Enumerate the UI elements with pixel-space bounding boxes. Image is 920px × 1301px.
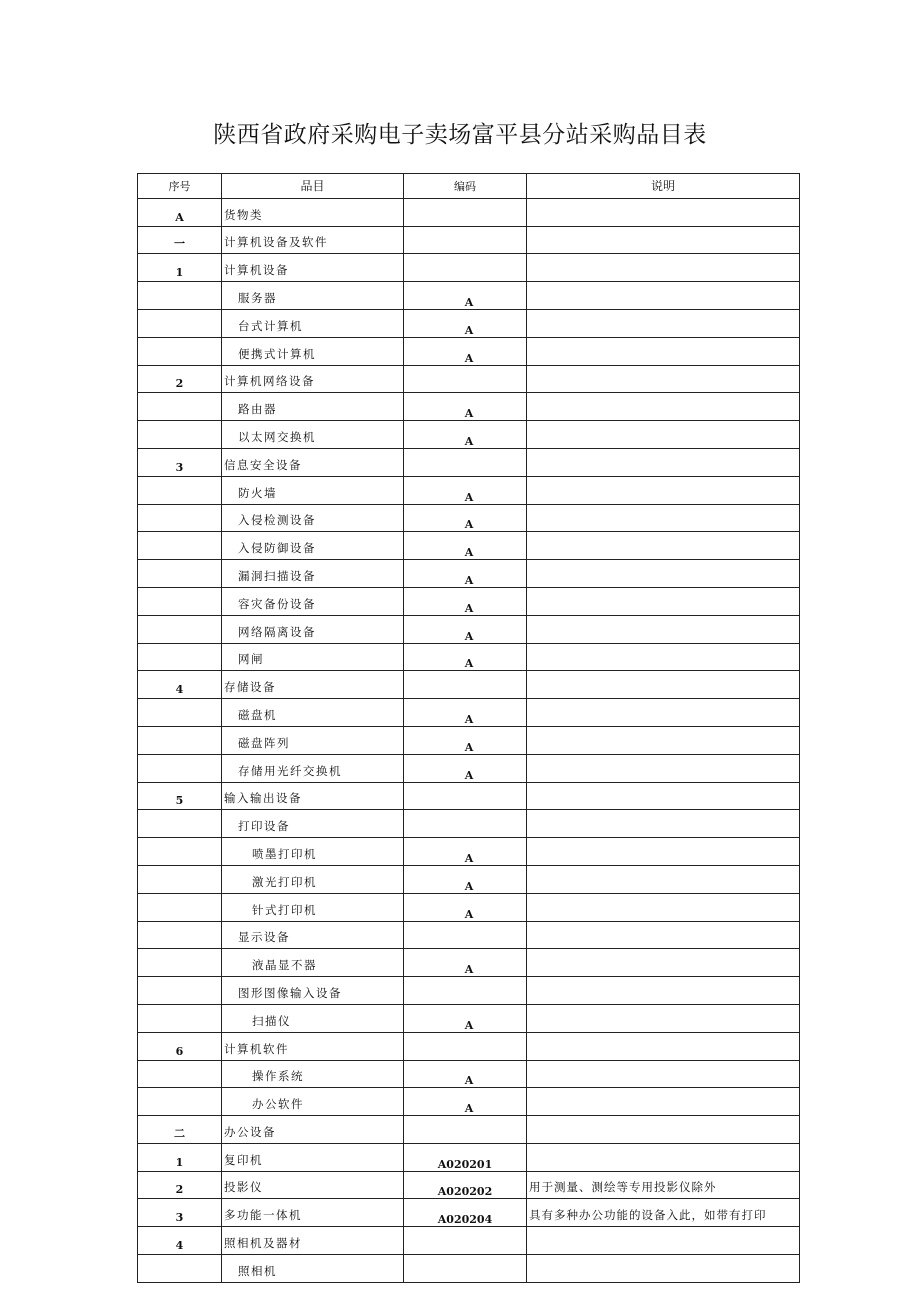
item-name-cell: 防火墙 [222, 476, 404, 504]
description-cell [527, 643, 800, 671]
serial-number-cell: 6 [138, 1032, 222, 1060]
serial-number-cell: 2 [138, 1171, 222, 1199]
description-cell [527, 921, 800, 949]
description-cell [527, 421, 800, 449]
serial-number-cell: A [138, 198, 222, 226]
item-name-cell: 液晶显不器 [222, 949, 404, 977]
description-cell [527, 309, 800, 337]
code-cell [404, 782, 527, 810]
code-cell [404, 226, 527, 254]
description-cell [527, 1004, 800, 1032]
description-cell [527, 587, 800, 615]
serial-number-cell: 一 [138, 226, 222, 254]
code-cell [404, 921, 527, 949]
serial-number-cell: 2 [138, 365, 222, 393]
description-cell [527, 977, 800, 1005]
table-row [138, 421, 800, 449]
serial-number-cell [138, 587, 222, 615]
serial-number-cell [138, 838, 222, 866]
description-cell [527, 699, 800, 727]
description-cell [527, 865, 800, 893]
item-name-cell: 入侵检测设备 [222, 504, 404, 532]
table-row [138, 587, 800, 615]
code-cell [404, 810, 527, 838]
table-row [138, 699, 800, 727]
serial-number-cell [138, 1004, 222, 1032]
item-name-cell: 照相机及器材 [222, 1227, 404, 1255]
description-cell [527, 671, 800, 699]
description-cell [527, 226, 800, 254]
item-name-cell: 办公设备 [222, 1116, 404, 1144]
item-name-cell: 扫描仪 [222, 1004, 404, 1032]
code-cell: A [404, 1060, 527, 1088]
serial-number-cell: 1 [138, 1143, 222, 1171]
code-cell: A [404, 699, 527, 727]
item-name-cell: 打印设备 [222, 810, 404, 838]
table-row [138, 838, 800, 866]
code-cell: A [404, 726, 527, 754]
description-cell [527, 393, 800, 421]
description-cell [527, 254, 800, 282]
code-cell: A [404, 865, 527, 893]
table-row [138, 226, 800, 254]
item-name-cell: 计算机设备及软件 [222, 226, 404, 254]
description-cell [527, 615, 800, 643]
header-code: 编码 [404, 174, 527, 199]
code-cell: A [404, 393, 527, 421]
code-cell: A [404, 560, 527, 588]
table-row [138, 476, 800, 504]
description-cell [527, 893, 800, 921]
item-name-cell: 计算机网络设备 [222, 365, 404, 393]
serial-number-cell [138, 921, 222, 949]
serial-number-cell [138, 893, 222, 921]
description-cell [527, 448, 800, 476]
item-name-cell: 多功能一体机 [222, 1199, 404, 1227]
table-row [138, 643, 800, 671]
page-title: 陕西省政府采购电子卖场富平县分站采购品目表 [213, 122, 707, 148]
table-row [138, 1255, 800, 1283]
item-name-cell: 入侵防御设备 [222, 532, 404, 560]
serial-number-cell: 4 [138, 1227, 222, 1255]
item-name-cell: 激光打印机 [222, 865, 404, 893]
item-name-cell: 漏洞扫描设备 [222, 560, 404, 588]
item-name-cell: 办公软件 [222, 1088, 404, 1116]
serial-number-cell: 二 [138, 1116, 222, 1144]
item-name-cell: 网闸 [222, 643, 404, 671]
description-cell [527, 560, 800, 588]
serial-number-cell [138, 810, 222, 838]
table-row [138, 671, 800, 699]
code-cell [404, 254, 527, 282]
table-row [138, 309, 800, 337]
item-name-cell: 存储设备 [222, 671, 404, 699]
table-row [138, 1088, 800, 1116]
item-name-cell: 输入输出设备 [222, 782, 404, 810]
description-cell [527, 810, 800, 838]
description-cell: 用于测量、测绘等专用投影仪除外 [527, 1171, 800, 1199]
table-row [138, 337, 800, 365]
code-cell: A [404, 421, 527, 449]
code-cell: A [404, 893, 527, 921]
table-row [138, 810, 800, 838]
description-cell [527, 1116, 800, 1144]
table-row [138, 560, 800, 588]
item-name-cell: 路由器 [222, 393, 404, 421]
serial-number-cell [138, 1255, 222, 1283]
code-cell: A [404, 476, 527, 504]
serial-number-cell [138, 393, 222, 421]
description-cell [527, 365, 800, 393]
description-cell [527, 1088, 800, 1116]
code-cell: A [404, 838, 527, 866]
table-body [138, 198, 800, 1282]
procurement-catalog-table [137, 173, 800, 1283]
item-name-cell: 操作系统 [222, 1060, 404, 1088]
code-cell: A [404, 1004, 527, 1032]
description-cell [527, 782, 800, 810]
code-cell [404, 448, 527, 476]
description-cell [527, 1143, 800, 1171]
code-cell [404, 671, 527, 699]
code-cell: A020201 [404, 1143, 527, 1171]
item-name-cell: 投影仪 [222, 1171, 404, 1199]
description-cell [527, 504, 800, 532]
serial-number-cell [138, 643, 222, 671]
description-cell [527, 949, 800, 977]
table-row [138, 1032, 800, 1060]
item-name-cell: 便携式计算机 [222, 337, 404, 365]
table-row [138, 754, 800, 782]
item-name-cell: 图形图像输入设备 [222, 977, 404, 1005]
item-name-cell: 台式计算机 [222, 309, 404, 337]
table-row [138, 1004, 800, 1032]
serial-number-cell: 1 [138, 254, 222, 282]
serial-number-cell: 3 [138, 1199, 222, 1227]
description-cell: 具有多种办公功能的设备入此，如带有打印 [527, 1199, 800, 1227]
code-cell: A020204 [404, 1199, 527, 1227]
header-item: 品目 [222, 174, 404, 199]
item-name-cell: 针式打印机 [222, 893, 404, 921]
table-row [138, 921, 800, 949]
table-row [138, 504, 800, 532]
table-row [138, 1060, 800, 1088]
description-cell [527, 532, 800, 560]
serial-number-cell [138, 1088, 222, 1116]
serial-number-cell [138, 865, 222, 893]
table-row [138, 726, 800, 754]
serial-number-cell [138, 421, 222, 449]
serial-number-cell [138, 560, 222, 588]
serial-number-cell [138, 337, 222, 365]
table-row [138, 393, 800, 421]
code-cell: A [404, 309, 527, 337]
table-row [138, 893, 800, 921]
table-row [138, 865, 800, 893]
serial-number-cell [138, 726, 222, 754]
description-cell [527, 726, 800, 754]
table-row [138, 949, 800, 977]
serial-number-cell [138, 977, 222, 1005]
serial-number-cell [138, 615, 222, 643]
description-cell [527, 1255, 800, 1283]
serial-number-cell [138, 754, 222, 782]
table-row [138, 1171, 800, 1199]
code-cell [404, 1255, 527, 1283]
code-cell [404, 1116, 527, 1144]
serial-number-cell: 3 [138, 448, 222, 476]
table-row [138, 977, 800, 1005]
table-row [138, 198, 800, 226]
serial-number-cell [138, 699, 222, 727]
item-name-cell: 服务器 [222, 282, 404, 310]
serial-number-cell [138, 504, 222, 532]
description-cell [527, 282, 800, 310]
description-cell [527, 1227, 800, 1255]
item-name-cell: 照相机 [222, 1255, 404, 1283]
table-row [138, 782, 800, 810]
item-name-cell: 计算机设备 [222, 254, 404, 282]
description-cell [527, 1060, 800, 1088]
serial-number-cell [138, 1060, 222, 1088]
header-serial-number: 序号 [138, 174, 222, 199]
code-cell [404, 977, 527, 1005]
code-cell [404, 1032, 527, 1060]
item-name-cell: 喷墨打印机 [222, 838, 404, 866]
item-name-cell: 信息安全设备 [222, 448, 404, 476]
table-row [138, 1199, 800, 1227]
code-cell: A [404, 282, 527, 310]
item-name-cell: 货物类 [222, 198, 404, 226]
item-name-cell: 容灾备份设备 [222, 587, 404, 615]
code-cell: A [404, 587, 527, 615]
description-cell [527, 476, 800, 504]
serial-number-cell: 4 [138, 671, 222, 699]
description-cell [527, 1032, 800, 1060]
description-cell [527, 198, 800, 226]
serial-number-cell [138, 282, 222, 310]
table-header-row [138, 174, 800, 199]
table-row [138, 365, 800, 393]
table-row [138, 1116, 800, 1144]
description-cell [527, 337, 800, 365]
code-cell: A [404, 615, 527, 643]
item-name-cell: 磁盘机 [222, 699, 404, 727]
header-description: 说明 [527, 174, 800, 199]
description-cell [527, 838, 800, 866]
item-name-cell: 网络隔离设备 [222, 615, 404, 643]
item-name-cell: 以太网交换机 [222, 421, 404, 449]
code-cell: A [404, 337, 527, 365]
item-name-cell: 磁盘阵列 [222, 726, 404, 754]
code-cell [404, 198, 527, 226]
code-cell [404, 365, 527, 393]
serial-number-cell [138, 532, 222, 560]
table-row [138, 532, 800, 560]
description-cell [527, 754, 800, 782]
table-row [138, 615, 800, 643]
item-name-cell: 存储用光纤交换机 [222, 754, 404, 782]
code-cell: A020202 [404, 1171, 527, 1199]
table-row [138, 1143, 800, 1171]
code-cell [404, 1227, 527, 1255]
item-name-cell: 显示设备 [222, 921, 404, 949]
item-name-cell: 计算机软件 [222, 1032, 404, 1060]
table-row [138, 448, 800, 476]
code-cell: A [404, 504, 527, 532]
serial-number-cell [138, 476, 222, 504]
table-row [138, 254, 800, 282]
code-cell: A [404, 532, 527, 560]
serial-number-cell: 5 [138, 782, 222, 810]
code-cell: A [404, 1088, 527, 1116]
item-name-cell: 复印机 [222, 1143, 404, 1171]
code-cell: A [404, 754, 527, 782]
serial-number-cell [138, 309, 222, 337]
table-row [138, 1227, 800, 1255]
code-cell: A [404, 949, 527, 977]
table-row [138, 282, 800, 310]
serial-number-cell [138, 949, 222, 977]
code-cell: A [404, 643, 527, 671]
